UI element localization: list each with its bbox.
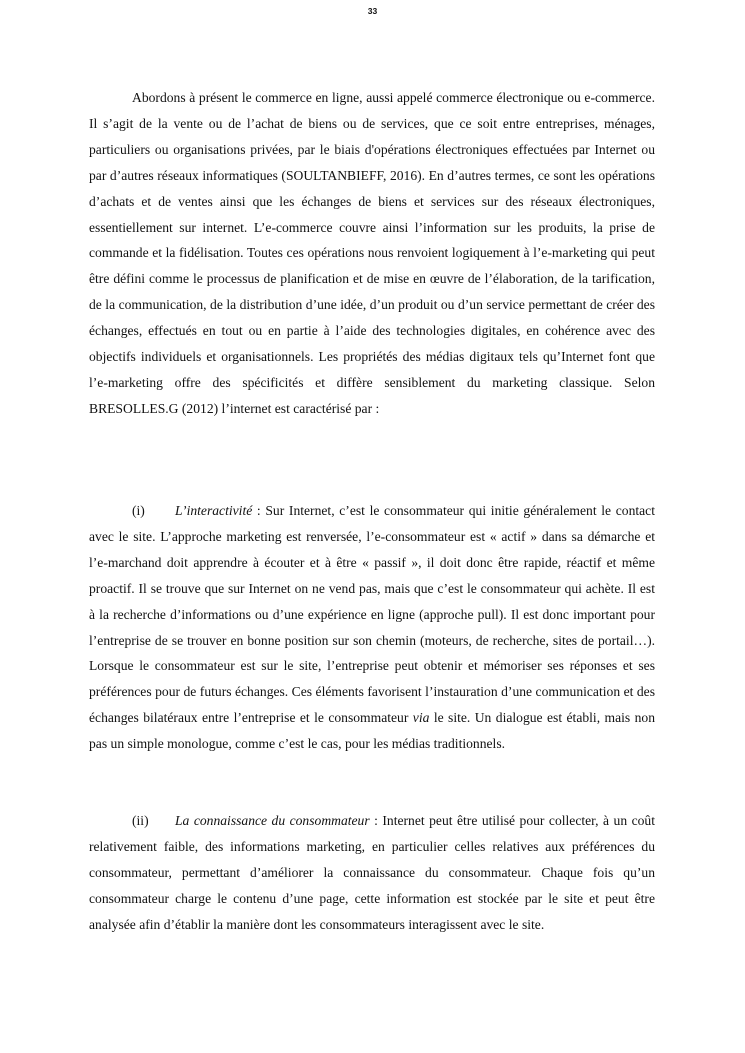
list-item-text-end: le site. Un dialogue est établi, mais non pas un simple monologue, comme c’est le cas, pour les médias traditionnels. bbox=[89, 710, 655, 752]
list-item-term: La connaissance du consommateur bbox=[175, 813, 370, 828]
list-item-number: (i) bbox=[132, 503, 145, 518]
intro-paragraph bbox=[89, 85, 655, 422]
list-item-number: (ii) bbox=[132, 813, 149, 828]
list-item-term: L’interactivité bbox=[175, 503, 253, 518]
page-number: 33 bbox=[367, 6, 378, 16]
list-item-consumer-knowledge bbox=[89, 808, 655, 938]
list-item-text: : Internet peut être utilisé pour collecter, à un coût relativement faible, des informations marketing, en particulier celles relatives aux préférences du consommateur, permettant d’améliorer la connaissance du consommateur. Chaque fois qu’un consommateur charge le contenu d’une page, cette information est stockée par le site et peut être analysée afin d’établir la manière dont les consommateurs interagissent avec le site. bbox=[89, 813, 656, 932]
list-item-text: : Sur Internet, c’est le consommateur qui initie généralement le contact avec le site. L’approche marketing est renversée, l’e-consommateur est « actif » dans sa démarche et l’e-marchand doit apprendre à écouter et à être « passif », il doit donc être rapide, réactif et même proactif. Il se trouve que sur Internet on ne vend pas, mais que c’est le consommateur qui achète. Il est à la recherche d’informations ou d’une expérience en ligne (approche pull). Il est donc important pour l’entreprise de se trouver en bonne position sur son chemin (moteurs, de recherche, sites de portail…). Lorsque le consommateur est sur le site, l’entreprise peut obtenir et mémoriser ses réponses et ses préférences pour de futurs échanges. Ces éléments favorisent l’instauration d’une communication et des échanges bilatéraux entre l’entreprise et le consommateur bbox=[89, 503, 655, 726]
list-item-emphasis: via bbox=[412, 710, 430, 726]
list-item-interactivity bbox=[89, 498, 655, 757]
intro-text: Abordons à présent le commerce en ligne, aussi appelé commerce électronique ou e-commerce. Il s’agit de la vente ou de l’achat de biens ou de services, que ce soit entre entreprises, ménages, particuliers ou organisations privées, par le biais d'opérations électroniques effectuées par Internet ou par d’autres réseaux informatiques (SOULTANBIEFF, 2016). En d’autres termes, ce sont les opérations d’achats et de ventes ainsi que les échanges de biens et services sur des réseaux électroniques, essentiellement sur internet. L’e-commerce couvre ainsi l’information sur les produits, la prise de commande et la fidélisation. Toutes ces opérations nous renvoient logiquement à l’e-marketing qui peut être défini comme le processus de planification et de mise en œuvre de l’élaboration, de la tarification, de la communication, de la distribution d’une idée, d’un produit ou d’un service permettant de créer des échanges, effectués en tout ou en partie à l’aide des technologies digitales, en cohérence avec des objectifs individuels et organisationnels. Les propriétés des médias digitaux tels qu’Internet font que l’e-marketing offre des spécificités et diffère sensiblement du marketing classique. Selon BRESOLLES.G (2012) l’internet est caractérisé par : bbox=[89, 90, 655, 416]
